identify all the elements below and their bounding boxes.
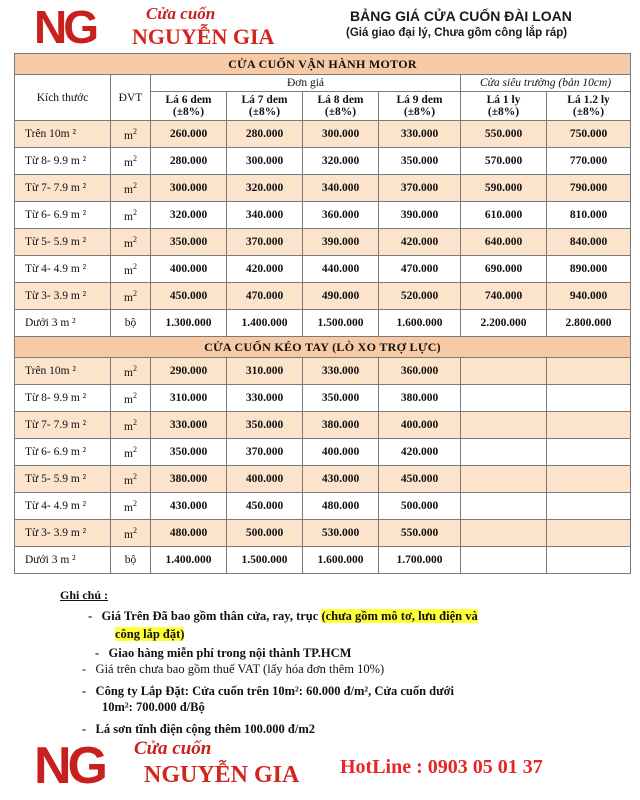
price-cell: 420.000 <box>227 256 303 283</box>
price-cell: 380.000 <box>303 412 379 439</box>
price-cell: 380.000 <box>379 385 461 412</box>
unit-text: m <box>124 183 133 196</box>
col-header-name: Lá 1 ly <box>486 94 521 106</box>
price-cell: 280.000 <box>227 121 303 148</box>
price-cell: 350.000 <box>227 412 303 439</box>
price-cell <box>461 412 547 439</box>
price-cell: 420.000 <box>379 229 461 256</box>
price-cell: 400.000 <box>151 256 227 283</box>
col-header-tolerance: (±8%) <box>324 106 357 118</box>
price-cell: 840.000 <box>547 229 631 256</box>
note-3-text: Giá trên chưa bao gồm thuế VAT (lấy hóa đơn thêm 10%) <box>95 662 385 676</box>
price-cell: 390.000 <box>379 202 461 229</box>
price-cell: 350.000 <box>151 439 227 466</box>
unit-cell <box>111 358 151 385</box>
table-row <box>15 283 631 310</box>
table-row <box>15 202 631 229</box>
col-header-tolerance: (±8%) <box>403 106 436 118</box>
brand-logo <box>34 1 334 53</box>
col-header-tolerance: (±8%) <box>248 106 281 118</box>
price-cell: 2.800.000 <box>547 310 631 337</box>
unit-exponent: 2 <box>132 525 137 535</box>
unit-cell <box>111 493 151 520</box>
price-cell: 480.000 <box>303 493 379 520</box>
unit-cell <box>111 175 151 202</box>
unit-exponent: 2 <box>132 363 137 373</box>
note-4-cont <box>102 699 205 716</box>
price-cell: 1.400.000 <box>151 547 227 574</box>
note-1-highlight: (chưa gồm mô tơ, lưu điện và <box>321 609 478 623</box>
size-cell: Từ 6- 6.9 m ² <box>15 202 111 229</box>
price-cell <box>547 466 631 493</box>
price-cell: 740.000 <box>461 283 547 310</box>
unit-cell <box>111 121 151 148</box>
unit-exponent: 2 <box>132 444 137 454</box>
price-cell: 330.000 <box>227 385 303 412</box>
price-cell: 550.000 <box>379 520 461 547</box>
unit-cell <box>111 547 151 574</box>
price-cell <box>461 547 547 574</box>
col-header-tolerance: (±8%) <box>172 106 205 118</box>
note-5: - Lá sơn tĩnh điện cộng thêm 100.000 đ/m2 <box>82 722 315 736</box>
price-cell: 400.000 <box>227 466 303 493</box>
unit-exponent: 2 <box>132 207 137 217</box>
unit-text: m <box>124 393 133 406</box>
table-row <box>15 520 631 547</box>
col-unit-price-header: Đơn giá <box>151 75 461 92</box>
price-cell: 300.000 <box>151 175 227 202</box>
unit-text: m <box>124 420 133 433</box>
title-block <box>346 8 636 39</box>
price-cell: 790.000 <box>547 175 631 202</box>
unit-cell <box>111 310 151 337</box>
price-cell <box>461 520 547 547</box>
price-cell: 310.000 <box>151 385 227 412</box>
price-cell: 360.000 <box>303 202 379 229</box>
note-1-text: Giá Trên Đã bao gồm thân cửa, ray, trục <box>101 609 322 623</box>
price-cell: 370.000 <box>227 229 303 256</box>
unit-text: bộ <box>124 554 137 566</box>
price-cell: 810.000 <box>547 202 631 229</box>
logo-line1: Cửa cuốn <box>146 4 216 23</box>
note-2-text: Giao hàng miễn phí trong nội thành TP.HCM <box>108 646 352 660</box>
col-unit-header: ĐVT <box>111 75 151 121</box>
price-cell: 350.000 <box>379 148 461 175</box>
size-cell: Trên 10m ² <box>15 121 111 148</box>
price-cell: 690.000 <box>461 256 547 283</box>
header <box>0 0 640 52</box>
footer-logo-mark: NG <box>34 737 104 795</box>
price-cell: 470.000 <box>227 283 303 310</box>
footer-logo-line1: Cửa cuốn <box>134 738 212 759</box>
price-cell: 940.000 <box>547 283 631 310</box>
price-cell: 530.000 <box>303 520 379 547</box>
price-cell: 300.000 <box>227 148 303 175</box>
size-cell: Từ 8- 9.9 m ² <box>15 148 111 175</box>
price-cell: 320.000 <box>227 175 303 202</box>
price-cell: 890.000 <box>547 256 631 283</box>
price-cell: 450.000 <box>151 283 227 310</box>
note-2: - Giao hàng miễn phí trong nội thành TP.HCM <box>95 646 352 660</box>
unit-text: bộ <box>124 317 137 329</box>
motor-section-title: CỬA CUỐN VẬN HÀNH MOTOR <box>15 54 631 75</box>
price-cell: 640.000 <box>461 229 547 256</box>
size-cell: Từ 3- 3.9 m ² <box>15 283 111 310</box>
price-cell: 1.600.000 <box>379 310 461 337</box>
price-cell: 370.000 <box>379 175 461 202</box>
unit-cell <box>111 256 151 283</box>
table-row <box>15 466 631 493</box>
price-cell: 350.000 <box>151 229 227 256</box>
note-5-text: Lá sơn tĩnh điện cộng thêm 100.000 đ/m2 <box>95 722 315 736</box>
table-row <box>15 412 631 439</box>
notes-title: Ghi chú : <box>60 588 109 602</box>
price-cell <box>547 439 631 466</box>
price-cell <box>547 358 631 385</box>
price-cell: 380.000 <box>151 466 227 493</box>
price-cell <box>547 412 631 439</box>
unit-text: m <box>124 156 133 169</box>
col-super-header: Cửa siêu trường (bản 10cm) <box>461 75 631 92</box>
price-cell <box>547 385 631 412</box>
col-header-0 <box>151 92 227 121</box>
size-cell: Từ 8- 9.9 m ² <box>15 385 111 412</box>
unit-cell <box>111 202 151 229</box>
price-cell: 420.000 <box>379 439 461 466</box>
price-cell: 350.000 <box>303 385 379 412</box>
price-cell: 1.300.000 <box>151 310 227 337</box>
price-cell: 440.000 <box>303 256 379 283</box>
table-row <box>15 547 631 574</box>
col-header-5 <box>547 92 631 121</box>
price-cell: 400.000 <box>379 412 461 439</box>
unit-cell <box>111 439 151 466</box>
col-header-name: Lá 6 dem <box>165 94 212 106</box>
price-cell: 1.600.000 <box>303 547 379 574</box>
price-cell: 1.500.000 <box>227 547 303 574</box>
size-cell: Dưới 3 m ² <box>15 547 111 574</box>
price-cell: 450.000 <box>227 493 303 520</box>
price-cell: 390.000 <box>303 229 379 256</box>
unit-text: m <box>124 210 133 223</box>
col-header-name: Lá 8 dem <box>317 94 364 106</box>
size-cell: Từ 7- 7.9 m ² <box>15 412 111 439</box>
note-4-text-2: 10m²: 700.000 đ/Bộ <box>102 700 205 714</box>
note-1: - Giá Trên Đã bao gồm thân cửa, ray, trục (chưa gồm mô tơ, lưu điện và <box>88 609 478 623</box>
unit-text: m <box>124 447 133 460</box>
price-cell <box>461 358 547 385</box>
col-header-name: Lá 1.2 ly <box>567 94 610 106</box>
unit-exponent: 2 <box>132 471 137 481</box>
price-cell: 320.000 <box>303 148 379 175</box>
size-cell: Trên 10m ² <box>15 358 111 385</box>
price-cell: 330.000 <box>151 412 227 439</box>
price-cell: 490.000 <box>303 283 379 310</box>
table-row <box>15 358 631 385</box>
page-subtitle: (Giá giao đại lý, Chưa gồm công lắp ráp) <box>346 27 568 39</box>
table-row <box>15 439 631 466</box>
table-row <box>15 175 631 202</box>
unit-exponent: 2 <box>132 261 137 271</box>
price-cell: 300.000 <box>303 121 379 148</box>
table-row <box>15 148 631 175</box>
price-cell: 370.000 <box>227 439 303 466</box>
unit-text: m <box>124 501 133 514</box>
price-cell: 330.000 <box>303 358 379 385</box>
price-cell <box>461 439 547 466</box>
unit-text: m <box>124 264 133 277</box>
header-row-1 <box>15 75 631 92</box>
size-cell: Từ 6- 6.9 m ² <box>15 439 111 466</box>
price-cell: 480.000 <box>151 520 227 547</box>
table-row <box>15 493 631 520</box>
note-4: - Công ty Lắp Đặt: Cửa cuốn trên 10m²: 60.000 đ/m², Cửa cuốn dưới <box>82 684 455 698</box>
price-cell: 2.200.000 <box>461 310 547 337</box>
price-cell: 400.000 <box>303 439 379 466</box>
price-cell: 570.000 <box>461 148 547 175</box>
table-row <box>15 310 631 337</box>
unit-text: m <box>124 366 133 379</box>
page-title: BẢNG GIÁ CỬA CUỐN ĐÀI LOAN <box>350 8 572 24</box>
price-cell: 770.000 <box>547 148 631 175</box>
price-cell <box>461 493 547 520</box>
unit-cell <box>111 283 151 310</box>
price-cell: 750.000 <box>547 121 631 148</box>
unit-cell <box>111 148 151 175</box>
unit-exponent: 2 <box>132 234 137 244</box>
unit-text: m <box>124 528 133 541</box>
table-row <box>15 229 631 256</box>
price-cell: 330.000 <box>379 121 461 148</box>
size-cell: Từ 4- 4.9 m ² <box>15 256 111 283</box>
price-cell: 500.000 <box>227 520 303 547</box>
col-header-3 <box>379 92 461 121</box>
unit-exponent: 2 <box>132 153 137 163</box>
price-cell <box>461 385 547 412</box>
unit-text: m <box>124 129 133 142</box>
unit-cell <box>111 466 151 493</box>
price-cell <box>461 466 547 493</box>
size-cell: Từ 5- 5.9 m ² <box>15 466 111 493</box>
size-cell: Từ 3- 3.9 m ² <box>15 520 111 547</box>
note-3: - Giá trên chưa bao gồm thuế VAT (lấy hóa đơn thêm 10%) <box>82 662 385 676</box>
price-table <box>14 53 631 574</box>
note-1-highlight-2: công lắp đặt) <box>115 627 185 641</box>
price-cell <box>547 547 631 574</box>
unit-exponent: 2 <box>132 417 137 427</box>
price-cell: 340.000 <box>303 175 379 202</box>
price-cell: 520.000 <box>379 283 461 310</box>
manual-section-row <box>15 337 631 358</box>
unit-cell <box>111 520 151 547</box>
price-cell: 360.000 <box>379 358 461 385</box>
size-cell: Từ 5- 5.9 m ² <box>15 229 111 256</box>
unit-exponent: 2 <box>132 390 137 400</box>
price-cell: 590.000 <box>461 175 547 202</box>
size-cell: Từ 4- 4.9 m ² <box>15 493 111 520</box>
price-cell <box>547 493 631 520</box>
unit-exponent: 2 <box>132 288 137 298</box>
price-cell: 280.000 <box>151 148 227 175</box>
col-header-name: Lá 7 dem <box>241 94 288 106</box>
unit-cell <box>111 385 151 412</box>
unit-exponent: 2 <box>132 498 137 508</box>
unit-exponent: 2 <box>132 180 137 190</box>
motor-section-row <box>15 54 631 75</box>
unit-text: m <box>124 291 133 304</box>
size-cell: Dưới 3 m ² <box>15 310 111 337</box>
col-header-name: Lá 9 dem <box>396 94 443 106</box>
price-cell: 260.000 <box>151 121 227 148</box>
note-1-cont <box>115 626 184 643</box>
footer-logo <box>34 737 334 795</box>
unit-text: m <box>124 474 133 487</box>
table-row <box>15 121 631 148</box>
price-cell: 290.000 <box>151 358 227 385</box>
hotline: HotLine : 0903 05 01 37 <box>340 756 543 778</box>
price-cell: 610.000 <box>461 202 547 229</box>
price-cell: 430.000 <box>303 466 379 493</box>
price-cell: 310.000 <box>227 358 303 385</box>
price-cell: 1.700.000 <box>379 547 461 574</box>
col-header-1 <box>227 92 303 121</box>
price-cell: 500.000 <box>379 493 461 520</box>
col-header-2 <box>303 92 379 121</box>
footer-logo-line2: NGUYỄN GIA <box>144 762 300 788</box>
size-cell: Từ 7- 7.9 m ² <box>15 175 111 202</box>
table-row <box>15 385 631 412</box>
col-header-tolerance: (±8%) <box>487 106 520 118</box>
price-cell: 430.000 <box>151 493 227 520</box>
col-size-header: Kích thước <box>15 75 111 121</box>
price-cell: 320.000 <box>151 202 227 229</box>
col-header-tolerance: (±8%) <box>572 106 605 118</box>
price-cell: 1.500.000 <box>303 310 379 337</box>
logo-mark: NG <box>34 1 95 53</box>
price-cell: 340.000 <box>227 202 303 229</box>
unit-cell <box>111 412 151 439</box>
note-4-text: Công ty Lắp Đặt: Cửa cuốn trên 10m²: 60.000 đ/m², Cửa cuốn dưới <box>95 684 455 698</box>
manual-section-title: CỬA CUỐN KÉO TAY (LÒ XO TRỢ LỰC) <box>15 337 631 358</box>
price-cell: 450.000 <box>379 466 461 493</box>
price-cell: 470.000 <box>379 256 461 283</box>
col-header-4 <box>461 92 547 121</box>
price-cell: 1.400.000 <box>227 310 303 337</box>
price-cell: 550.000 <box>461 121 547 148</box>
unit-text: m <box>124 237 133 250</box>
price-cell <box>547 520 631 547</box>
table-row <box>15 256 631 283</box>
logo-line2: NGUYỄN GIA <box>132 24 275 49</box>
unit-cell <box>111 229 151 256</box>
unit-exponent: 2 <box>132 126 137 136</box>
